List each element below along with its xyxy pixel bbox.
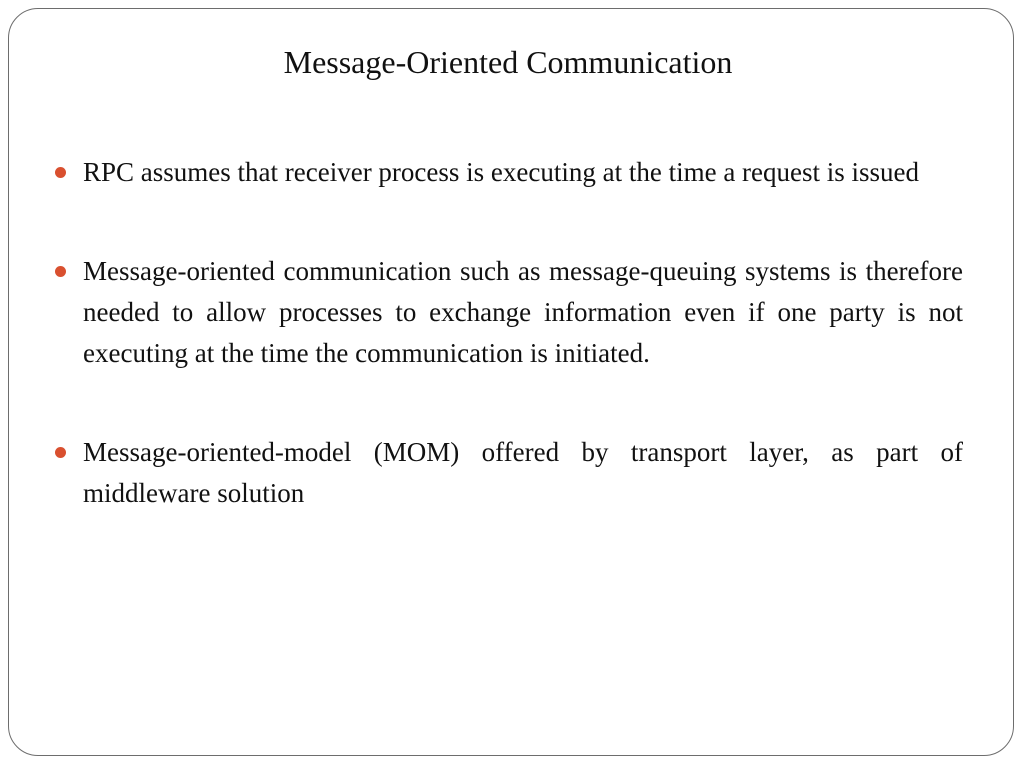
bullet-item — [52, 432, 963, 514]
bullet-text: RPC assumes that receiver process is executing at the time a request is issued — [83, 157, 920, 187]
bullet-item — [52, 251, 963, 374]
bullet-dot-icon — [55, 266, 66, 277]
bullet-dot-icon — [55, 447, 66, 458]
bullet-dot-icon — [55, 167, 66, 178]
slide-title: Message-Oriented Communication — [283, 44, 733, 80]
bullet-list — [52, 152, 963, 514]
bullet-text: Message-oriented communication such as message-queuing systems is therefore needed to allow processes to exchange information even if one party is not executing at the time the communication is initiated. — [83, 256, 963, 368]
bullet-item — [52, 152, 963, 193]
bullet-text: Message-oriented-model (MOM) offered by transport layer, as part of middleware solution — [83, 437, 963, 508]
